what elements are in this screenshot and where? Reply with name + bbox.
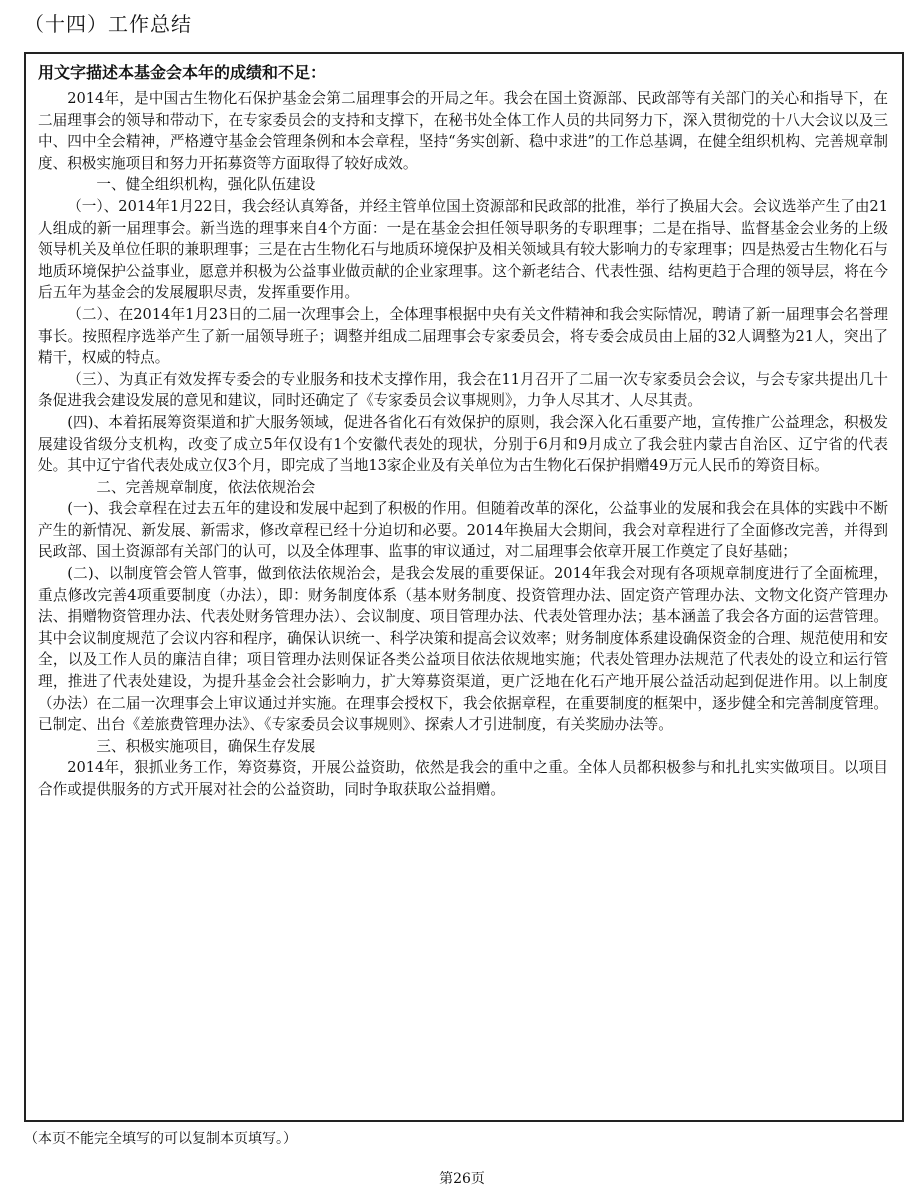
paragraph-intro: 2014年，是中国古生物化石保护基金会第二届理事会的开局之年。我会在国土资源部、民政部等有关部门的关心和指导下，在二届理事会的领导和带动下，在专家委员会的支持和支撑下，在秘书处全体工作人员的共同努力下，深入贯彻党的十八大会议以及三中、四中全会精神，严格遵守基金会管理条例和本会章程，坚持“务实创新、稳中求进”的工作总基调，在健全组织机构、完善规章制度、积极实施项目和努力开拓募资等方面取得了较好成效。 xyxy=(38,90,888,172)
footnote: （本页不能完全填写的可以复制本页填写。） xyxy=(24,1131,297,1147)
heading-projects: 三、积极实施项目，确保生存发展 xyxy=(96,737,316,755)
paragraph-projects-1: 2014年，狠抓业务工作，筹资募资，开展公益资助，依然是我会的重中之重。全体人员都积极参与和扎扎实实做项目。以项目合作或提供服务的方式开展对社会的公益资助，同时争取获取公益捐赠。 xyxy=(38,759,888,798)
summary-prompt: 用文字描述本基金会本年的成绩和不足： xyxy=(38,63,327,82)
paragraph-organization-1: （一）、2014年1月22日，我会经认真筹备，并经主管单位国土资源部和民政部的批准，举行了换届大会。会议选举产生了由21人组成的新一届理事会。新当选的理事来自4个方面：一是在基金会担任领导职务的专职理事；二是在指导、监督基金会业务的上级领导机关及单位任职的兼职理事；三是在古生物化石与地质环境保护及相关领域具有较大影响力的专家理事；四是热爱古生物化石与地质环境保护公益事业，愿意并积极为公益事业做贡献的企业家理事。这个新老结合、代表性强、结构更趋于合理的领导层，将在今后五年为基金会的发展履职尽责，发挥重要作用。 xyxy=(38,197,888,302)
heading-regulations: 二、完善规章制度，依法依规治会 xyxy=(96,478,316,496)
paragraph-organization-3: （三）、为真正有效发挥专委会的专业服务和技术支撑作用，我会在11月召开了二届一次专家委员会会议，与会专家共提出几十条促进我会建设发展的意见和建议，同时还确定了《专家委员会议事规则》，力争人尽其才、人尽其责。 xyxy=(38,370,888,410)
paragraph-organization-2: （二）、在2014年1月23日的二届一次理事会上，全体理事根据中央有关文件精神和我会实际情况，聘请了新一届理事会名誉理事长。按照程序选举产生了新一届领导班子；调整并组成二届理事会专家委员会，将专委会成员由上届的32人调整为21人，突出了精干，权威的特点。 xyxy=(38,305,888,367)
page-number: 第26页 xyxy=(439,1171,485,1187)
heading-organization: 一、健全组织机构，强化队伍建设 xyxy=(96,176,316,194)
paragraph-regulations-1: (一)、我会章程在过去五年的建设和发展中起到了积极的作用。但随着改革的深化，公益事业的发展和我会在具体的实践中不断产生的新情况、新发展、新需求，修改章程已经十分迫切和必要。2014年换届大会期间，我会对章程进行了全面修改完善，并得到民政部、国土资源部有关部门的认可，以及全体理事、监事的审议通过，对二届理事会依章开展工作奠定了良好基础； xyxy=(38,500,888,561)
section-title: （十四）工作总结 xyxy=(24,12,192,36)
paragraph-organization-4: (四)、本着拓展筹资渠道和扩大服务领域，促进各省化石有效保护的原则，我会深入化石重要产地，宣传推广公益理念，积极发展建设省级分支机构，改变了成立5年仅设有1个安徽代表处的现状，分别于6月和9月成立了我会驻内蒙古自治区、辽宁省的代表处。其中辽宁省代表处成立仅3个月，即完成了当地13家企业及有关单位为古生物化石保护捐赠49万元人民币的筹资目标。 xyxy=(38,413,888,475)
paragraph-regulations-2: (二)、以制度管会管人管事，做到依法依规治会，是我会发展的重要保证。2014年我会对现有各项规章制度进行了全面梳理，重点修改完善4项重要制度（办法），即：财务制度体系（基本财务制度、投资管理办法、固定资产管理办法、文物文化资产管理办法、捐赠物资管理办法、代表处财务管理办法）、会议制度、项目管理办法、代表处管理办法；基本涵盖了我会各方面的运营管理。其中会议制度规范了会议内容和程序，确保认识统一、科学决策和提高会议效率；财务制度体系建设确保资金的合理、规范使用和安全，以及工作人员的廉洁自律；项目管理办法则保证各类公益项目依法依规地实施；代表处管理办法规范了代表处的设立和运行管理，推进了代表处建设，为提升基金会社会影响力，扩大筹募资渠道，更广泛地在化石产地开展公益活动起到促进作用。以上制度（办法）在二届一次理事会上审议通过并实施。在理事会授权下，我会依据章程，在重要制度的框架中，逐步健全和完善制度管理。已制定、出台《差旅费管理办法》、《专家委员会议事规则》、探索人才引进制度，有关奖励办法等。 xyxy=(38,565,888,734)
summary-box xyxy=(24,52,904,1122)
